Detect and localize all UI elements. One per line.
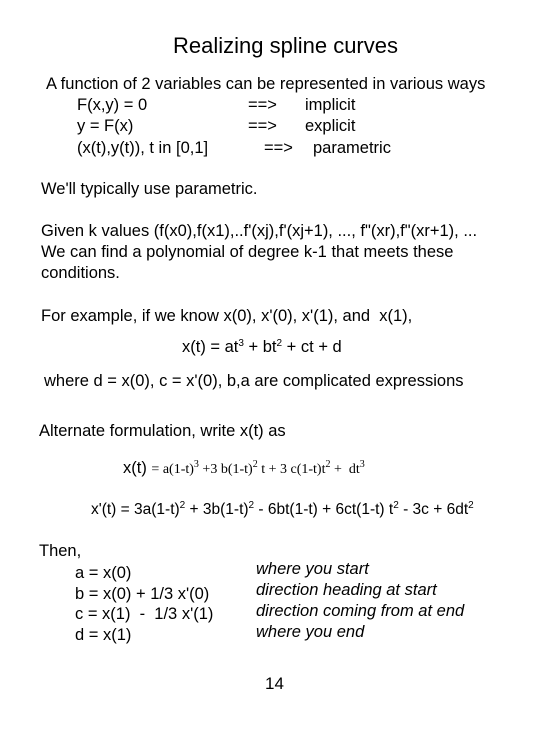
cubic-lhs: x(t) = at — [182, 338, 239, 356]
bernstein-lhs: x(t) — [123, 459, 147, 477]
definition-note: where you start — [256, 560, 369, 578]
example-text: For example, if we know x(0), x'(0), x'(1), and x(1), — [41, 307, 413, 325]
derivative-exp-2: 2 — [248, 500, 255, 511]
form-expr: F(x,y) = 0 — [77, 96, 148, 114]
bernstein-exp-3: 2 — [325, 459, 331, 470]
derivative-equation — [91, 500, 474, 520]
derivative-exp-1: 2 — [179, 500, 186, 511]
then-label: Then, — [39, 542, 82, 560]
bernstein-exp-4: 3 — [359, 459, 365, 470]
definition-eq: b = x(0) + 1/3 x'(0) — [75, 585, 210, 603]
derivative-term-1: x'(t) = 3a(1-t) — [91, 501, 180, 518]
derivative-exp-3: 2 — [393, 500, 399, 511]
bernstein-exp-2: 2 — [252, 459, 258, 470]
given-line-3: conditions. — [41, 264, 120, 282]
derivative-term-2: + 3b(1-t) — [185, 501, 249, 518]
parametric-note: We'll typically use parametric. — [41, 180, 258, 198]
cubic-mid: + bt — [243, 338, 277, 356]
derivative-term-4: - 3c + 6dt — [398, 501, 469, 518]
bernstein-term-2: +3 b(1-t) — [198, 462, 253, 477]
definition-eq: d = x(1) — [75, 626, 132, 644]
definition-eq: a = x(0) — [75, 564, 132, 582]
form-expr: (x(t),y(t)), t in [0,1] — [77, 139, 209, 157]
definition-note: direction heading at start — [256, 581, 437, 599]
bernstein-equation — [123, 458, 365, 480]
form-arrow: ==> — [248, 117, 277, 135]
where-text: where d = x(0), c = x'(0), b,a are complicated expressions — [44, 372, 464, 390]
form-expr: y = F(x) — [77, 117, 134, 135]
form-arrow: ==> — [248, 96, 277, 114]
derivative-term-3: - 6bt(1-t) + 6ct(1-t) t — [254, 501, 394, 518]
alternate-text: Alternate formulation, write x(t) as — [39, 422, 286, 440]
derivative-exp-4: 2 — [468, 500, 474, 511]
form-kind: implicit — [305, 96, 356, 114]
bernstein-term-4: + dt — [330, 462, 360, 477]
bernstein-term-1: = a(1-t) — [151, 462, 194, 477]
page-title: Realizing spline curves — [173, 33, 398, 58]
intro-text: A function of 2 variables can be represented in various ways — [46, 75, 486, 93]
page-number: 14 — [265, 674, 284, 693]
cubic-rest: + ct + d — [282, 338, 342, 356]
given-line-1: Given k values (f(x0),f(x1),..f'(xj),f'(xj+1), ..., f"(xr),f"(xr+1), ... — [41, 222, 478, 240]
form-arrow: ==> — [264, 139, 293, 157]
bernstein-term-3: t + 3 c(1-t)t — [257, 462, 326, 477]
cubic-exp-3: 3 — [238, 338, 244, 349]
definition-note: direction coming from at end — [256, 602, 465, 620]
cubic-equation — [182, 337, 342, 357]
definition-note: where you end — [256, 623, 365, 641]
bernstein-rhs — [151, 459, 365, 477]
definition-eq: c = x(1) - 1/3 x'(1) — [75, 605, 214, 623]
given-line-2: We can find a polynomial of degree k-1 that meets these — [41, 243, 454, 261]
form-kind: explicit — [305, 117, 356, 135]
bernstein-exp-1: 3 — [193, 459, 199, 470]
cubic-exp-2: 2 — [276, 338, 283, 349]
form-kind: parametric — [313, 139, 391, 157]
